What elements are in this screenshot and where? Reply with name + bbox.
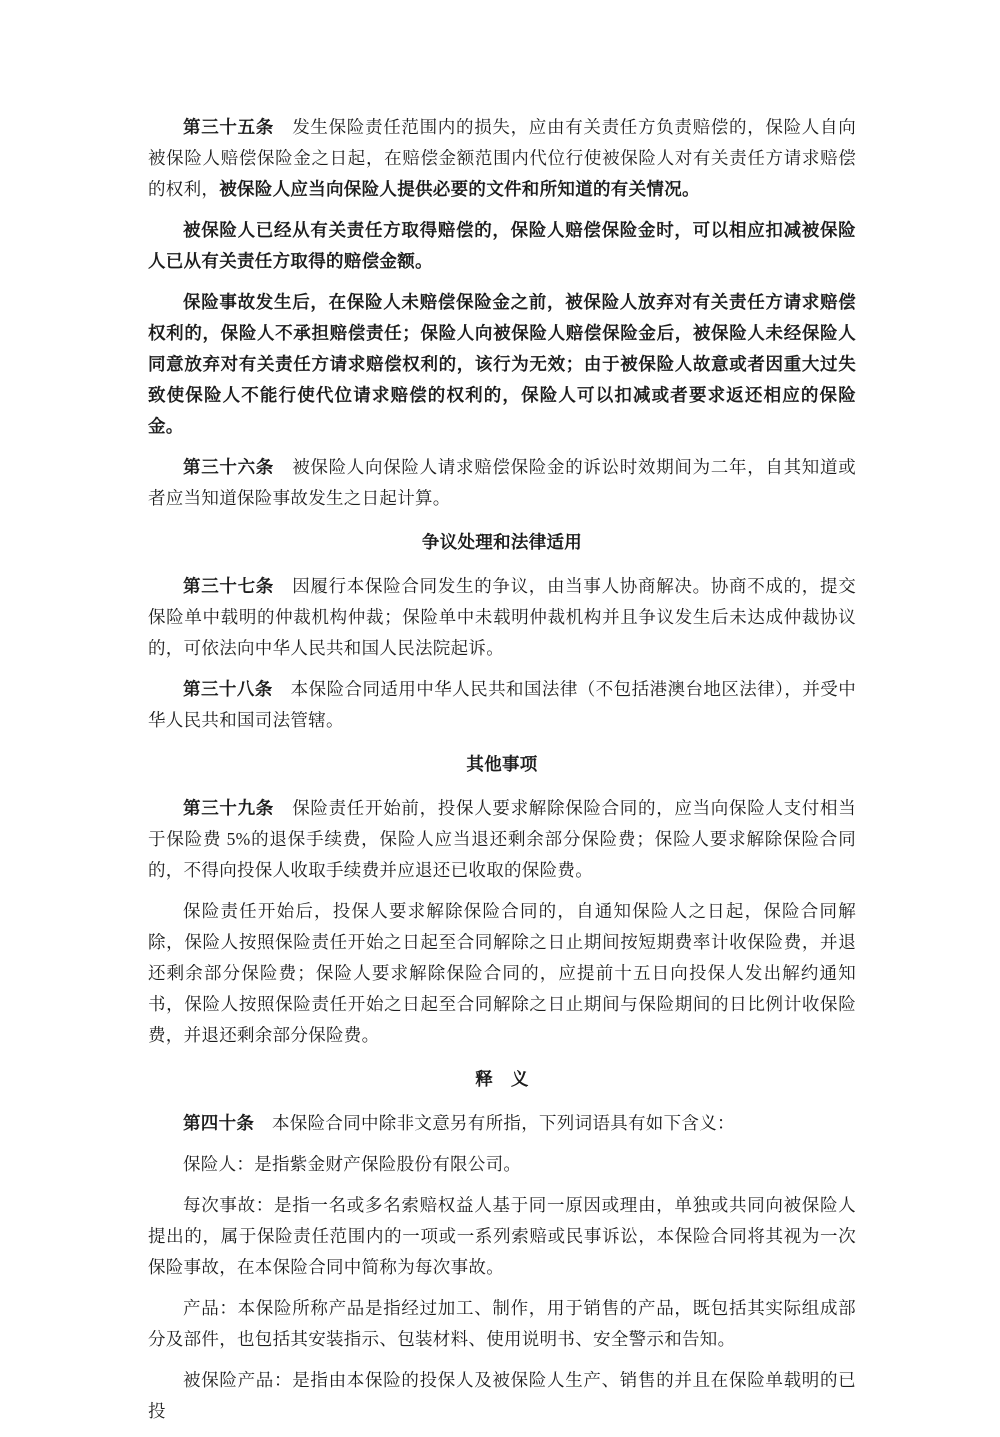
clause-37-number: 第三十七条 — [183, 576, 274, 596]
document-content — [148, 112, 856, 1437]
section-heading-definitions: 释 义 — [475, 1069, 529, 1089]
section-heading-other-matters: 其他事项 — [466, 754, 538, 774]
definition-each-accident — [148, 1190, 856, 1283]
clause-37-text: 因履行本保险合同发生的争议，由当事人协商解决。协商不成的，提交保险单中载明的仲裁机构仲裁；保险单中未载明仲裁机构并且争议发生后未达成仲裁协议的，可依法向中华人民共和国人民法院起诉。 — [148, 576, 856, 658]
clause-35-number: 第三十五条 — [183, 117, 274, 137]
clause-35-text: 发生保险责任范围内的损失，应由有关责任方负责赔偿的，保险人自向被保险人赔偿保险金之日起，在赔偿金额范围内代位行使被保险人对有关责任方请求赔偿的权利， — [148, 117, 856, 199]
clause-38-number: 第三十八条 — [183, 679, 273, 699]
clause-40-text: 本保险合同中除非文意另有所指，下列词语具有如下含义： — [254, 1113, 735, 1133]
clause-35-paragraph — [148, 112, 856, 205]
clause-35-subparagraph-1 — [148, 215, 856, 277]
definition-product — [148, 1293, 856, 1355]
clause-37-paragraph — [148, 571, 856, 664]
text-run: 产品：本保险所称产品是指经过加工、制作，用于销售的产品，既包括其实际组成部分及部件，也包括其安装指示、包装材料、使用说明书、安全警示和告知。 — [148, 1298, 856, 1349]
text-run: 被保险产品：是指由本保险的投保人及被保险人生产、销售的并且在保险单载明的已投 — [148, 1370, 856, 1421]
text-run: 每次事故：是指一名或多名索赔权益人基于同一原因或理由，单独或共同向被保险人提出的，属于保险责任范围内的一项或一系列索赔或民事诉讼，本保险合同将其视为一次保险事故，在本保险合同中简称为每次事故。 — [148, 1195, 856, 1277]
section-heading-dispute-law: 争议处理和法律适用 — [421, 532, 583, 552]
clause-35-bold-text: 被保险人应当向保险人提供必要的文件和所知道的有关情况。 — [219, 179, 700, 199]
definition-insurer — [148, 1149, 856, 1180]
text-run: 保险责任开始后，投保人要求解除保险合同的，自通知保险人之日起，保险合同解除，保险人按照保险责任开始之日起至合同解除之日止期间按短期费率计收保险费，并退还剩余部分保险费；保险人要求解除保险合同的，应提前十五日向投保人发出解约通知书，保险人按照保险责任开始之日起至合同解除之日止期间与保险期间的日比例计收保险费，并退还剩余部分保险费。 — [148, 901, 856, 1045]
clause-36-paragraph — [148, 452, 856, 514]
clause-36-text: 被保险人向保险人请求赔偿保险金的诉讼时效期间为二年，自其知道或者应当知道保险事故发生之日起计算。 — [148, 457, 856, 508]
text-run: 保险人：是指紫金财产保险股份有限公司。 — [183, 1154, 522, 1174]
clause-39-text: 保险责任开始前，投保人要求解除保险合同的，应当向保险人支付相当于保险费 5%的退保手续费，保险人应当退还剩余部分保险费；保险人要求解除保险合同的，不得向投保人收取手续费并应退还已收取的保险费。 — [148, 798, 856, 880]
clause-36-number: 第三十六条 — [183, 457, 274, 477]
definition-insured-product-partial — [148, 1365, 856, 1427]
clause-40-number: 第四十条 — [183, 1113, 255, 1133]
clause-38-paragraph — [148, 674, 856, 736]
text-run: 被保险人已经从有关责任方取得赔偿的，保险人赔偿保险金时，可以相应扣减被保险人已从有关责任方取得的赔偿金额。 — [148, 220, 856, 271]
text-run: 保险事故发生后，在保险人未赔偿保险金之前，被保险人放弃对有关责任方请求赔偿权利的，保险人不承担赔偿责任；保险人向被保险人赔偿保险金后，被保险人未经保险人同意放弃对有关责任方请求赔偿权利的，该行为无效；由于被保险人故意或者因重大过失致使保险人不能行使代位请求赔偿的权利的，保险人可以扣减或者要求返还相应的保险金。 — [148, 292, 856, 436]
clause-39-paragraph — [148, 793, 856, 886]
clause-38-text: 本保险合同适用中华人民共和国法律（不包括港澳台地区法律），并受中华人民共和国司法管辖。 — [148, 679, 857, 730]
clause-40-paragraph — [148, 1108, 856, 1139]
clause-39-subparagraph — [148, 896, 856, 1051]
clause-39-number: 第三十九条 — [183, 798, 274, 818]
clause-35-subparagraph-2 — [148, 287, 856, 442]
